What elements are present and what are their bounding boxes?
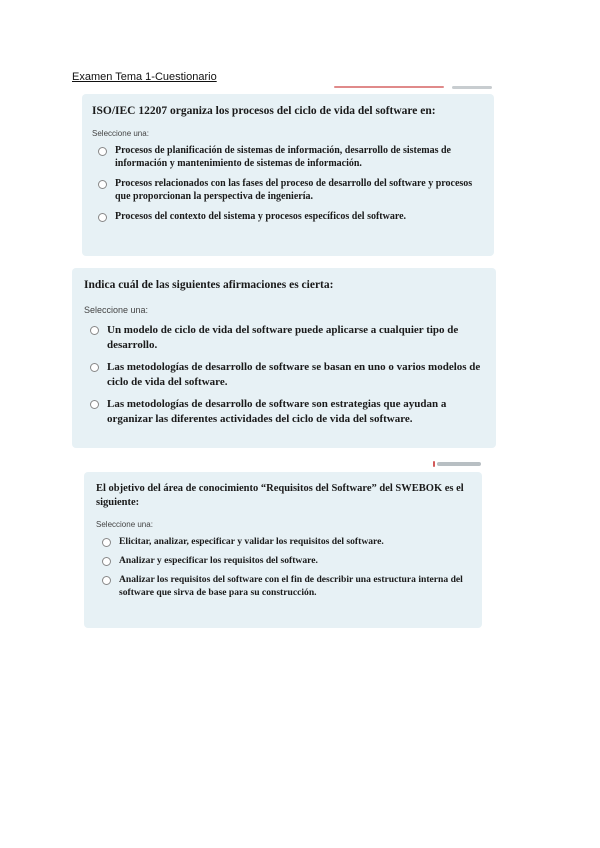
radio-button[interactable] (98, 213, 107, 222)
question-card-3 (84, 472, 482, 628)
document-title: Examen Tema 1-Cuestionario (72, 71, 217, 83)
answer-option[interactable] (96, 554, 470, 567)
select-instruction: Seleccione una: (92, 129, 149, 138)
answer-option[interactable] (84, 397, 484, 427)
radio-button[interactable] (102, 557, 111, 566)
radio-button[interactable] (90, 326, 99, 335)
radio-button[interactable] (102, 576, 111, 585)
option-label: Procesos relacionados con las fases del proceso de desarrollo del software y procesos que proporcionan la perspectiva de ingeniería. (115, 178, 473, 202)
question-card-1 (82, 94, 494, 256)
option-label: Un modelo de ciclo de vida del software puede aplicarse a cualquier tipo de desarrollo. (107, 324, 459, 351)
radio-button[interactable] (90, 400, 99, 409)
screenshot-edge-mark (334, 86, 444, 88)
answer-option[interactable] (92, 144, 484, 170)
answer-option[interactable] (96, 573, 470, 599)
answer-option[interactable] (92, 210, 484, 223)
answer-option[interactable] (84, 323, 484, 353)
screenshot-edge-mark (452, 86, 492, 89)
screenshot-edge-mark (433, 461, 435, 467)
option-label: Procesos de planificación de sistemas de información, desarrollo de sistemas de información y mantenimiento de sistemas de información. (115, 145, 451, 169)
options-list (84, 323, 484, 427)
option-label: Las metodologías de desarrollo de software son estrategias que ayudan a organizar las diferentes actividades del ciclo de vida del software. (107, 398, 447, 425)
option-label: Analizar los requisitos del software con el fin de describir una estructura interna del software que sirva de base para su construcción. (119, 574, 463, 598)
answer-option[interactable] (84, 360, 484, 390)
options-list (96, 535, 470, 599)
question-text: El objetivo del área de conocimiento “Requisitos del Software” del SWEBOK es el siguiente: (96, 483, 464, 508)
option-label: Elicitar, analizar, especificar y validar los requisitos del software. (119, 536, 384, 547)
answer-option[interactable] (96, 535, 470, 548)
question-text: Indica cuál de las siguientes afirmaciones es cierta: (84, 279, 334, 291)
radio-button[interactable] (98, 180, 107, 189)
screenshot-edge-mark (437, 462, 481, 466)
option-label: Las metodologías de desarrollo de software se basan en uno o varios modelos de ciclo de vida del software. (107, 361, 481, 388)
select-instruction: Seleccione una: (96, 520, 153, 529)
option-label: Analizar y especificar los requisitos del software. (119, 555, 318, 566)
select-instruction: Seleccione una: (84, 305, 149, 315)
radio-button[interactable] (102, 538, 111, 547)
radio-button[interactable] (90, 363, 99, 372)
question-card-2 (72, 268, 496, 448)
option-label: Procesos del contexto del sistema y procesos específicos del software. (115, 211, 407, 222)
options-list (92, 144, 484, 223)
answer-option[interactable] (92, 177, 484, 203)
question-text: ISO/IEC 12207 organiza los procesos del ciclo de vida del software en: (92, 105, 436, 117)
radio-button[interactable] (98, 147, 107, 156)
